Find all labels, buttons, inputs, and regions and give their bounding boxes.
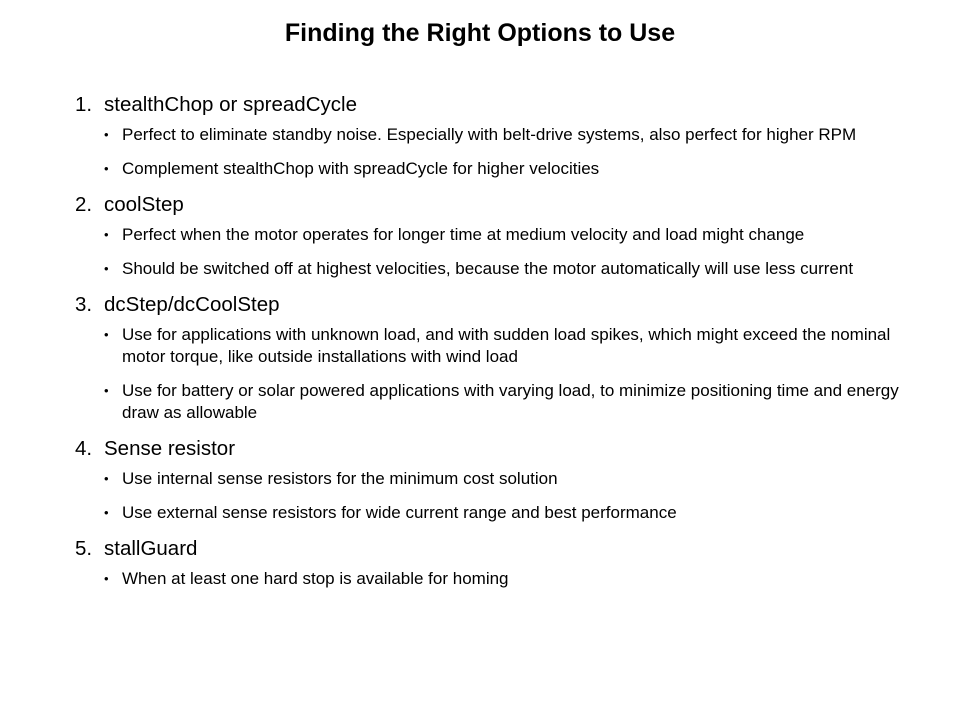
bullet-text: When at least one hard stop is available for homing	[122, 569, 509, 588]
bullet-list	[75, 224, 905, 280]
bullet-icon: •	[104, 471, 109, 486]
bullet-list	[75, 568, 905, 590]
bullet-icon: •	[104, 383, 109, 398]
topic-stallguard	[75, 536, 905, 590]
topic-title: Sense resistor	[104, 437, 236, 460]
bullet-item	[75, 224, 905, 246]
bullet-text: Should be switched off at highest velocities, because the motor automatically will use less current	[122, 259, 854, 278]
bullet-icon: •	[104, 505, 109, 520]
bullet-item	[75, 324, 905, 368]
topic-title: coolStep	[104, 193, 184, 216]
bullet-item	[75, 124, 905, 146]
topic-title: stealthChop or spreadCycle	[104, 93, 357, 116]
bullet-icon: •	[104, 227, 109, 242]
topic-number: 5.	[75, 537, 93, 560]
bullet-item	[75, 502, 905, 524]
topic-number: 3.	[75, 293, 93, 316]
topic-number: 4.	[75, 437, 93, 460]
bullet-item	[75, 380, 905, 424]
slide-title: Finding the Right Options to Use	[284, 19, 676, 47]
bullet-icon: •	[104, 127, 109, 142]
bullet-icon: •	[104, 161, 109, 176]
bullet-icon: •	[104, 327, 109, 342]
topic-title: dcStep/dcCoolStep	[104, 293, 280, 316]
bullet-item	[75, 158, 905, 180]
bullet-icon: •	[104, 261, 109, 276]
bullet-text: Use internal sense resistors for the minimum cost solution	[122, 469, 558, 488]
topic-sense-resistor	[75, 436, 905, 524]
topic-heading	[75, 192, 905, 218]
topic-title: stallGuard	[104, 537, 198, 560]
topic-number: 1.	[75, 93, 93, 116]
topic-heading	[75, 436, 905, 462]
bullet-item	[75, 568, 905, 590]
bullet-text: Use for battery or solar powered applications with varying load, to minimize positioning time and energy draw as allowable	[122, 381, 899, 422]
bullet-list	[75, 324, 905, 424]
topic-number: 2.	[75, 193, 93, 216]
bullet-icon: •	[104, 571, 109, 586]
bullet-text: Complement stealthChop with spreadCycle for higher velocities	[122, 159, 600, 178]
options-list	[75, 92, 905, 602]
topic-heading	[75, 292, 905, 318]
topic-heading	[75, 92, 905, 118]
topic-coolstep	[75, 192, 905, 280]
bullet-text: Perfect to eliminate standby noise. Especially with belt-drive systems, also perfect for higher RPM	[122, 125, 857, 144]
bullet-text: Use external sense resistors for wide current range and best performance	[122, 503, 677, 522]
topic-heading	[75, 536, 905, 562]
bullet-item	[75, 258, 905, 280]
bullet-list	[75, 124, 905, 180]
bullet-text: Perfect when the motor operates for longer time at medium velocity and load might change	[122, 225, 805, 244]
topic-dcstep	[75, 292, 905, 424]
bullet-text: Use for applications with unknown load, and with sudden load spikes, which might exceed the nominal motor torque, like outside installations with wind load	[122, 325, 891, 366]
bullet-list	[75, 468, 905, 524]
bullet-item	[75, 468, 905, 490]
topic-stealthchop	[75, 92, 905, 180]
